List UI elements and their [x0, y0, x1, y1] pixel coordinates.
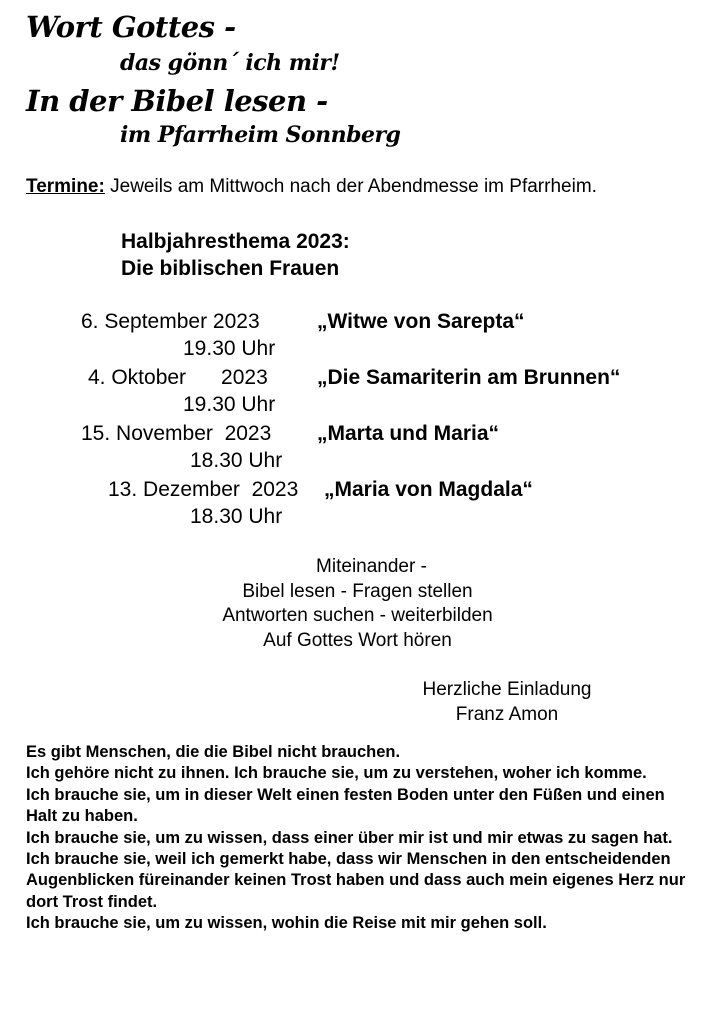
event-4-title: „Maria von Magdala“	[324, 478, 533, 501]
invitation-line-1: Herzliche Einladung	[422, 679, 592, 700]
event-4-time: 18.30 Uhr	[190, 505, 283, 528]
heading-line-4: im Pfarrheim Sonnberg	[120, 122, 401, 148]
quote-block	[26, 742, 686, 935]
quote-paragraph-4: Ich brauche sie, um zu wissen, dass einer über mir ist und mir etwas zu sagen hat.	[26, 828, 673, 847]
invitation-block	[412, 677, 602, 727]
motto-line-4: Auf Gottes Wort hören	[263, 629, 452, 651]
intro-paragraph	[26, 175, 626, 199]
motto-line-1: Miteinander -	[316, 556, 427, 577]
heading-line-1: Wort Gottes -	[26, 10, 236, 44]
theme-block	[121, 228, 350, 282]
motto-line-3: Antworten suchen - weiterbilden	[222, 605, 493, 626]
event-3-time: 18.30 Uhr	[190, 449, 283, 472]
motto-block	[0, 555, 715, 653]
event-3-title: „Marta und Maria“	[317, 422, 500, 445]
quote-paragraph-3: Ich brauche sie, um in dieser Welt einen festen Boden unter den Füßen und einen Halt zu haben.	[26, 785, 665, 826]
event-2-time: 19.30 Uhr	[183, 393, 276, 416]
intro-text: Jeweils am Mittwoch nach der Abendmesse im Pfarrheim.	[104, 176, 597, 197]
invitation-signature: Franz Amon	[455, 704, 559, 725]
heading-line-3: In der Bibel lesen -	[26, 84, 328, 118]
event-2-date: 4. Oktober 2023	[88, 366, 268, 389]
event-1-title: „Witwe von Sarepta“	[317, 310, 525, 333]
motto-line-2: Bibel lesen - Fragen stellen	[242, 580, 473, 602]
event-1-date: 6. September 2023	[81, 310, 260, 333]
theme-line-2: Die biblischen Frauen	[121, 257, 340, 280]
intro-label: Termine:	[26, 176, 105, 197]
quote-paragraph-5: Ich brauche sie, weil ich gemerkt habe, dass wir Menschen in den entscheidenden Augenblicken füreinander keinen Trost haben und dass auch mein eigenes Herz nur dort Trost findet.	[26, 850, 686, 911]
event-1-time: 19.30 Uhr	[183, 337, 276, 360]
heading-line-2: das gönn´ ich mir!	[120, 50, 340, 76]
quote-paragraph-6: Ich brauche sie, um zu wissen, wohin die Reise mit mir gehen soll.	[26, 914, 547, 933]
theme-line-1: Halbjahresthema 2023:	[121, 230, 350, 253]
event-3-date: 15. November 2023	[81, 422, 272, 445]
event-4-date: 13. Dezember 2023	[108, 478, 299, 501]
quote-paragraph-1: Es gibt Menschen, die die Bibel nicht brauchen.	[26, 743, 401, 761]
event-2-title: „Die Samariterin am Brunnen“	[317, 366, 621, 389]
quote-paragraph-2: Ich gehöre nicht zu ihnen. Ich brauche sie, um zu verstehen, woher ich komme.	[26, 764, 647, 783]
